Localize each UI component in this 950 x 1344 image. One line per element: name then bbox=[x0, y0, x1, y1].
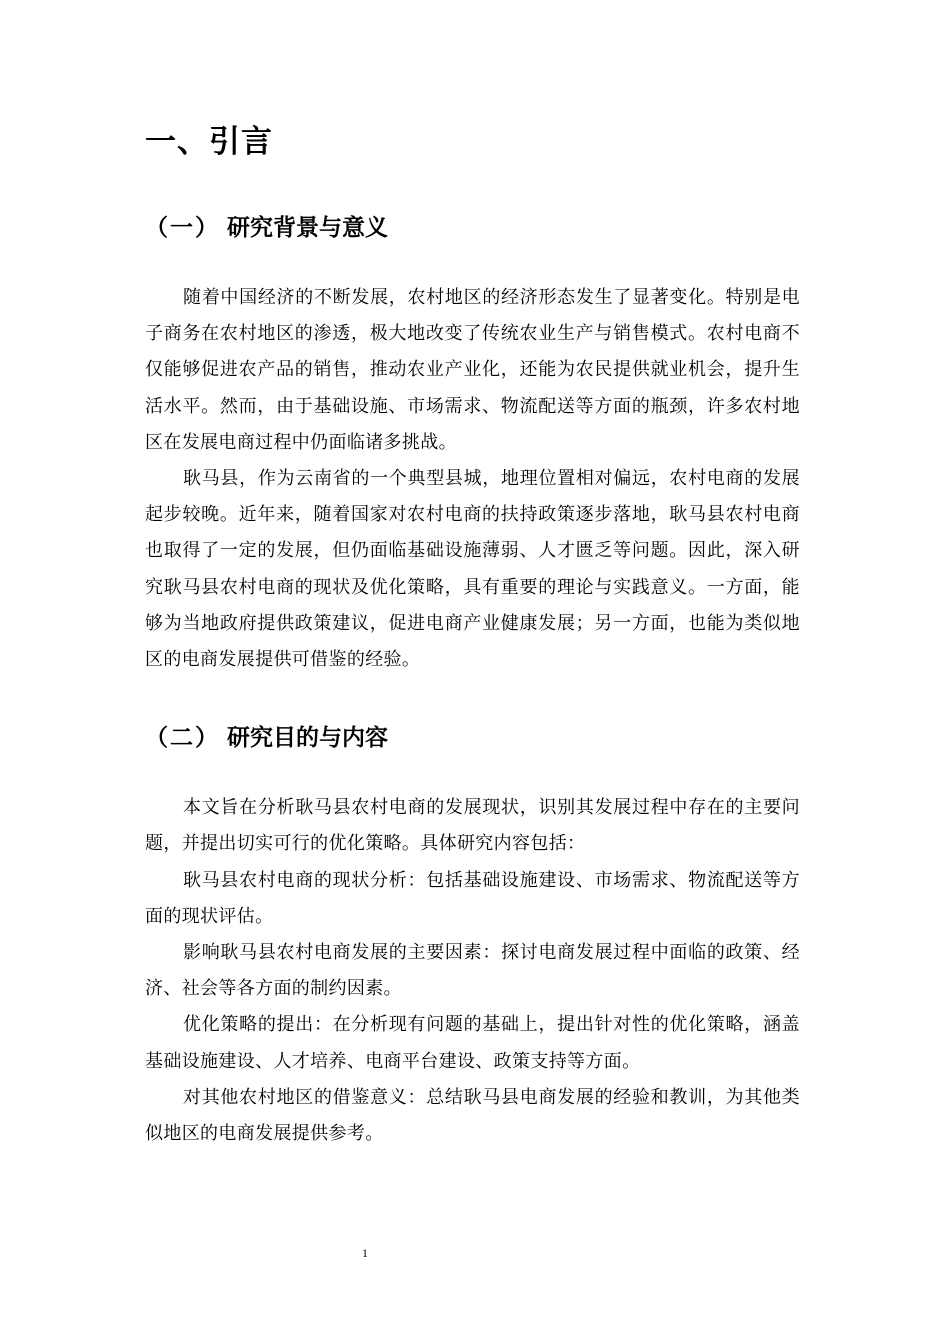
section-heading-text: 研究目的与内容 bbox=[227, 725, 388, 752]
section-heading-1 bbox=[145, 210, 800, 246]
paragraph: 本文旨在分析耿马县农村电商的发展现状，识别其发展过程中存在的主要问题，并提出切实可行的优化策略。具体研究内容包括： bbox=[145, 797, 800, 855]
paragraph: 耿马县，作为云南省的一个典型县城，地理位置相对偏远，农村电商的发展起步较晚。近年来，随着国家对农村电商的扶持政策逐步落地，耿马县农村电商也取得了一定的发展，但仍面临基础设施薄弱、人才匮乏等问题。因此，深入研究耿马县农村电商的现状及优化策略，具有重要的理论与实践意义。一方面，能够为当地政府提供政策建议，促进电商产业健康发展；另一方面，也能为类似地区的电商发展提供可借鉴的经验。 bbox=[145, 468, 800, 671]
paragraph: 随着中国经济的不断发展，农村地区的经济形态发生了显著变化。特别是电子商务在农村地区的渗透，极大地改变了传统农业生产与销售模式。农村电商不仅能够促进农产品的销售，推动农业产业化，还能为农民提供就业机会，提升生活水平。然而，由于基础设施、市场需求、物流配送等方面的瓶颈，许多农村地区在发展电商过程中仍面临诸多挑战。 bbox=[145, 287, 800, 453]
section-number: （一） bbox=[145, 215, 220, 241]
section-heading-text: 研究背景与意义 bbox=[227, 215, 388, 241]
paragraph: 对其他农村地区的借鉴意义：总结耿马县电商发展的经验和教训，为其他类似地区的电商发展提供参考。 bbox=[145, 1086, 800, 1145]
page-number: 1 bbox=[362, 1246, 368, 1260]
paragraph: 影响耿马县农村电商发展的主要因素：探讨电商发展过程中面临的政策、经济、社会等各方面的制约因素。 bbox=[145, 942, 800, 1000]
section-number: （二） bbox=[145, 725, 220, 752]
paragraph: 优化策略的提出：在分析现有问题的基础上，提出针对性的优化策略，涵盖基础设施建设、人才培养、电商平台建设、政策支持等方面。 bbox=[145, 1014, 800, 1072]
section-heading-2 bbox=[145, 720, 800, 756]
page-content bbox=[145, 118, 800, 1152]
section-body-1 bbox=[145, 280, 800, 678]
paragraph: 耿马县农村电商的现状分析：包括基础设施建设、市场需求、物流配送等方面的现状评估。 bbox=[145, 869, 800, 927]
section-body-2 bbox=[145, 790, 800, 1152]
chapter-title: 一、引言 bbox=[145, 124, 273, 160]
